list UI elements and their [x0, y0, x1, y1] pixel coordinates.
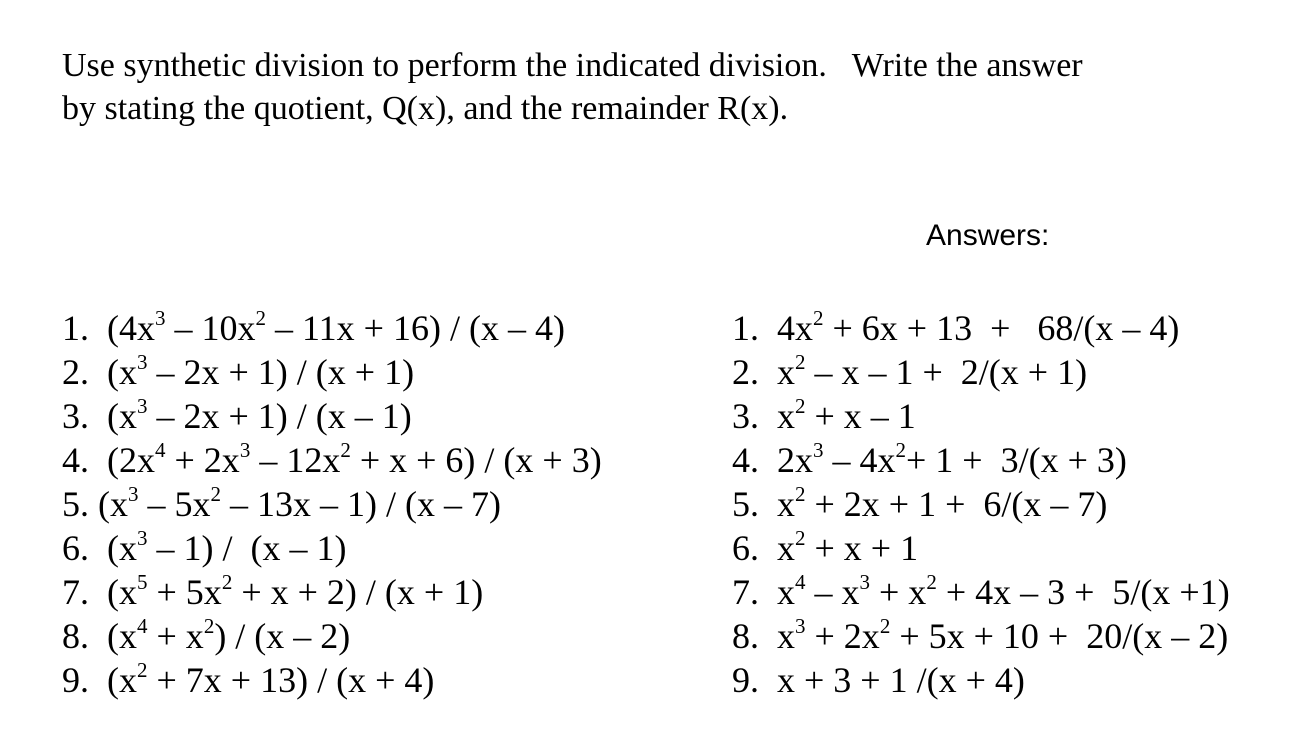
expression-text: + 2x — [165, 440, 240, 480]
expression-text: 6. x — [732, 528, 795, 568]
exponent: 3 — [137, 393, 148, 418]
expression-text: 4. (2x — [62, 440, 155, 480]
exponent: 2 — [895, 437, 906, 462]
expression-text: + 6x + 13 + 68/(x – 4) — [823, 308, 1180, 348]
exponent: 2 — [795, 349, 806, 374]
expression-text: – 10x — [165, 308, 256, 348]
exponent: 3 — [859, 569, 870, 594]
expression-text: + x – 1 — [805, 396, 916, 436]
exponent: 2 — [210, 481, 221, 506]
expression-text: 8. x — [732, 616, 795, 656]
problem-9 — [62, 658, 682, 702]
expression-text: + 5x + 10 + 20/(x – 2) — [890, 616, 1229, 656]
exponent: 2 — [926, 569, 937, 594]
exponent: 4 — [155, 437, 166, 462]
expression-text: + x — [870, 572, 927, 612]
exponent: 3 — [155, 305, 166, 330]
expression-text: 5. x — [732, 484, 795, 524]
expression-text: + x + 1 — [805, 528, 919, 568]
exponent: 2 — [137, 657, 148, 682]
exponent: 2 — [795, 393, 806, 418]
problem-5 — [62, 482, 682, 526]
expression-text: – 11x + 16) / (x – 4) — [266, 308, 565, 348]
answer-5 — [732, 482, 1292, 526]
expression-text: + 4x – 3 + 5/(x +1) — [936, 572, 1230, 612]
problem-list — [62, 306, 682, 702]
answer-2 — [732, 350, 1292, 394]
expression-text: – x – 1 + 2/(x + 1) — [805, 352, 1088, 392]
exponent: 2 — [340, 437, 351, 462]
exponent: 3 — [813, 437, 824, 462]
answer-1 — [732, 306, 1292, 350]
expression-text: + 1 + 3/(x + 3) — [906, 440, 1127, 480]
expression-text: 1. (4x — [62, 308, 155, 348]
exponent: 3 — [239, 437, 251, 462]
answer-3 — [732, 394, 1292, 438]
exponent: 5 — [137, 569, 148, 594]
expression-text: ) / (x – 2) — [214, 616, 351, 656]
expression-text: 4. 2x — [732, 440, 813, 480]
answer-4 — [732, 438, 1292, 482]
problem-1 — [62, 306, 682, 350]
problem-7 — [62, 570, 682, 614]
expression-text: – 4x — [823, 440, 896, 480]
answers-heading: Answers: — [926, 219, 1050, 252]
expression-text: 3. (x — [62, 396, 137, 436]
exponent: 4 — [795, 569, 806, 594]
exponent: 3 — [795, 613, 806, 638]
exponent: 2 — [795, 525, 806, 550]
answer-8 — [732, 614, 1292, 658]
exponent: 3 — [137, 349, 148, 374]
instructions — [62, 44, 1242, 130]
expression-text: – 2x + 1) / (x – 1) — [147, 396, 412, 436]
exponent: 2 — [813, 305, 824, 330]
expression-text: – 5x — [138, 484, 211, 524]
expression-text: 5. (x — [62, 484, 128, 524]
expression-text: – x — [805, 572, 860, 612]
exponent: 2 — [255, 305, 266, 330]
exponent: 2 — [221, 569, 233, 594]
expression-text: + 2x — [805, 616, 880, 656]
expression-text: – 13x – 1) / (x – 7) — [221, 484, 501, 524]
expression-text: – 12x — [250, 440, 341, 480]
answer-list — [732, 306, 1292, 702]
expression-text: 2. (x — [62, 352, 137, 392]
expression-text: 7. (x — [62, 572, 137, 612]
exponent: 4 — [137, 613, 148, 638]
expression-text: + 5x — [147, 572, 222, 612]
problem-4 — [62, 438, 682, 482]
problem-6 — [62, 526, 682, 570]
expression-text: – 1) / (x – 1) — [147, 528, 347, 568]
problem-3 — [62, 394, 682, 438]
expression-text: + 2x + 1 + 6/(x – 7) — [805, 484, 1108, 524]
problem-2 — [62, 350, 682, 394]
exponent: 3 — [128, 481, 139, 506]
exponent: 2 — [203, 613, 215, 638]
expression-text: + x + 6) / (x + 3) — [350, 440, 602, 480]
answer-9 — [732, 658, 1292, 702]
answer-7 — [732, 570, 1292, 614]
expression-text: 9. x + 3 + 1 /(x + 4) — [732, 660, 1025, 700]
expression-text: + 7x + 13) / (x + 4) — [147, 660, 435, 700]
expression-text: 8. (x — [62, 616, 137, 656]
expression-text: 3. x — [732, 396, 795, 436]
expression-text: 2. x — [732, 352, 795, 392]
exponent: 3 — [137, 525, 148, 550]
expression-text: 6. (x — [62, 528, 137, 568]
expression-text: + x — [147, 616, 204, 656]
answer-6 — [732, 526, 1292, 570]
problem-8 — [62, 614, 682, 658]
exponent: 2 — [879, 613, 891, 638]
expression-text: + x + 2) / (x + 1) — [232, 572, 484, 612]
expression-text: 1. 4x — [732, 308, 813, 348]
expression-text: – 2x + 1) / (x + 1) — [147, 352, 415, 392]
instructions-line-2: by stating the quotient, Q(x), and the remainder R(x). — [62, 90, 789, 127]
exponent: 2 — [795, 481, 806, 506]
expression-text: 7. x — [732, 572, 795, 612]
expression-text: 9. (x — [62, 660, 137, 700]
instructions-line-1: Use synthetic division to perform the indicated division. Write the answer — [62, 47, 1083, 84]
